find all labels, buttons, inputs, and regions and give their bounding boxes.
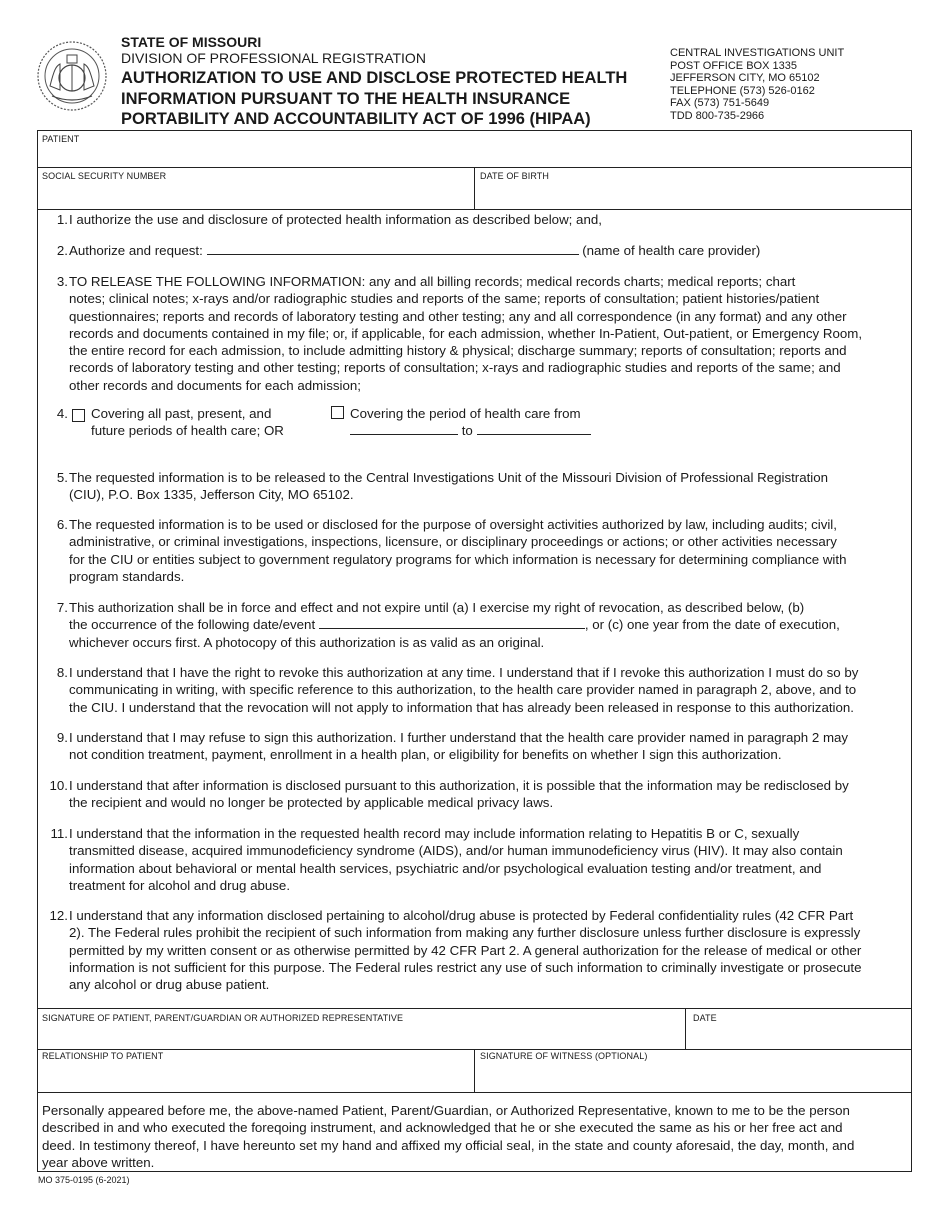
form-number: MO 375-0195 (6-2021)	[38, 1175, 130, 1185]
clause-line: permitted by my written consent or as otherwise permitted by 42 CFR Part 2. A general authorization for the release of medical or other	[69, 942, 862, 958]
period-to-label: to	[461, 423, 473, 439]
clause-10	[48, 777, 908, 812]
clause-line: 2). The Federal rules prohibit the recipient of such information from making any further disclosure unless further disclosure is expressly	[69, 925, 861, 941]
clause-3	[48, 273, 908, 394]
witness-label: SIGNATURE OF WITNESS (OPTIONAL)	[480, 1051, 648, 1061]
address-line: TDD 800-735-2966	[670, 109, 765, 122]
clause-6	[48, 516, 908, 585]
form-title	[121, 68, 666, 130]
clause-line: The requested information is to be released to the Central Investigations Unit of the Missouri Division of Professional Registration	[69, 470, 829, 485]
all-periods-checkbox[interactable]	[72, 409, 85, 422]
clause-line: I understand that the information in the requested health record may include information relating to Hepatitis B or C, sexually	[69, 826, 800, 841]
clause-line: information about behavioral or mental health services, psychiatric and/or psychological evaluation testing and/or treatment, and	[69, 860, 822, 876]
clause-number: 9.	[56, 730, 68, 745]
clause-number: 10.	[49, 778, 68, 793]
clause-5	[48, 469, 908, 504]
clause-line: administrative, or criminal investigations, inspections, licensure, or disciplinary proceedings or actions; or other activities necessary	[69, 534, 837, 550]
date-event-field[interactable]	[319, 616, 585, 629]
title-line: AUTHORIZATION TO USE AND DISCLOSE PROTECTED HEALTH	[121, 69, 628, 87]
clause-number: 1.	[56, 212, 68, 227]
ssn-field[interactable]	[37, 180, 474, 208]
relationship-field[interactable]	[37, 1064, 474, 1092]
clause-text: the occurrence of the following date/event	[69, 617, 316, 633]
address-line: TELEPHONE (573) 526-0162	[670, 84, 815, 97]
clause-line: the recipient and would no longer be protected by applicable medical privacy laws.	[69, 795, 554, 811]
clause-text: I authorize the use and disclosure of protected health information as described below; and,	[69, 212, 602, 227]
address-line: CENTRAL INVESTIGATIONS UNIT	[670, 47, 845, 59]
period-to-field[interactable]	[477, 422, 591, 435]
clause-line: not condition treatment, payment, enrollment in a health plan, or eligibility for benefits on whether I sign this authorization.	[69, 747, 782, 763]
period-from-field[interactable]	[350, 422, 458, 435]
division-name: DIVISION OF PROFESSIONAL REGISTRATION	[121, 50, 426, 66]
ssn-label: SOCIAL SECURITY NUMBER	[42, 171, 167, 181]
clause-line: information is not sufficient for this purpose. The Federal rules restrict any use of such information to criminally investigate or prosecute	[69, 959, 862, 975]
clause-line: the entire record for each admission, to include admitting history & physical; discharge summary; reports of consultation; reports and	[69, 343, 847, 359]
clause-line: The requested information is to be used or disclosed for the purpose of oversight activities authorized by law, including audits; civil,	[69, 517, 837, 532]
clause-line: transmitted disease, acquired immunodeficiency syndrome (AIDS), and/or human immunodeficiency virus (HIV). It may also contain	[69, 843, 843, 859]
witness-signature-field[interactable]	[475, 1064, 911, 1092]
clause-11	[48, 825, 908, 894]
clause-line: I understand that I have the right to revoke this authorization at any time. I understand that if I revoke this authorization I must do so by	[69, 665, 859, 680]
clause-text: , or (c) one year from the date of execution,	[584, 617, 840, 633]
clause-line: treatment for alcohol and drug abuse.	[69, 877, 291, 893]
option-line: Covering all past, present, and	[91, 406, 272, 421]
patient-field[interactable]	[37, 130, 912, 168]
state-name: STATE OF MISSOURI	[121, 34, 262, 50]
clause-line: for the CIU or entities subject to government regulatory programs for which information is necessary for determining compliance with	[69, 551, 847, 567]
title-line: INFORMATION PURSUANT TO THE HEALTH INSURANCE	[121, 89, 571, 108]
patient-label: PATIENT	[42, 134, 80, 144]
clause-line: TO RELEASE THE FOLLOWING INFORMATION: any and all billing records; medical records charts; medical reports; chart	[69, 274, 796, 289]
clause-line: (CIU), P.O. Box 1335, Jefferson City, MO 65102.	[69, 487, 354, 503]
clause-number: 12.	[49, 908, 68, 923]
notary-line: year above written.	[42, 1154, 155, 1170]
clause-text: Authorize and request:	[69, 243, 203, 258]
health-care-provider-field[interactable]	[207, 242, 579, 255]
signature-field[interactable]	[37, 1024, 684, 1049]
address-line: POST OFFICE BOX 1335	[670, 59, 797, 72]
address-line: FAX (573) 751-5649	[670, 97, 770, 110]
clause-line: other records and documents for each admission;	[69, 377, 361, 393]
clause-number: 4.	[56, 406, 68, 421]
clause-line: questionnaires; reports and records of laboratory testing and other testing; any and all correspondence (in any format) and any other	[69, 308, 847, 324]
clause-8	[48, 664, 908, 716]
clause-7	[48, 599, 908, 651]
clause-line: records and documents contained in my file; or, if applicable, for each admission, whether In-Patient, Out-patient, or Emergency Room,	[69, 325, 863, 341]
clause-number: 3.	[56, 274, 68, 289]
dob-field[interactable]	[475, 180, 911, 208]
clause-number: 7.	[56, 600, 68, 615]
clause-line: any alcohol or drug abuse patient.	[69, 977, 270, 993]
clause-number: 2.	[56, 243, 68, 258]
notary-line: Personally appeared before me, the above-named Patient, Parent/Guardian, or Authorized Representative, known to me to be the person	[42, 1103, 850, 1118]
option-line: future periods of health care; OR	[91, 423, 284, 439]
date-field[interactable]	[686, 1024, 911, 1049]
notary-statement	[42, 1102, 908, 1171]
notary-line: described in and who executed the foreqoing instrument, and acknowledged that he or she executed the same as his or her free act and	[42, 1120, 843, 1136]
clause-1	[48, 211, 908, 228]
clause-number: 6.	[56, 517, 68, 532]
all-periods-option	[91, 405, 284, 440]
clause-line: I understand that I may refuse to sign this authorization. I further understand that the health care provider named in paragraph 2 may	[69, 730, 849, 745]
option-line: Covering the period of health care from	[350, 406, 581, 421]
clause-text: (name of health care provider)	[582, 243, 761, 258]
clause-line: the CIU. I understand that the revocation will not apply to information that has already been released in response to this authorization.	[69, 699, 854, 715]
address-line: JEFFERSON CITY, MO 65102	[670, 72, 820, 85]
clause-line: I understand that after information is disclosed pursuant to this authorization, it is possible that the information may be redisclosed by	[69, 778, 849, 793]
contact-address	[670, 47, 844, 123]
title-line: PORTABILITY AND ACCOUNTABILITY ACT OF 1996 (HIPAA)	[121, 110, 591, 128]
relationship-label: RELATIONSHIP TO PATIENT	[42, 1051, 164, 1061]
clause-line: This authorization shall be in force and effect and not expire until (a) I exercise my right of revocation, as described below, (b)	[69, 600, 805, 615]
clause-line: communicating in writing, with specific reference to this authorization, to the health care provider named in paragraph 2, above, and to	[69, 682, 857, 698]
clause-number: 8.	[56, 665, 68, 680]
clause-9	[48, 729, 908, 764]
clause-line: records of laboratory testing and other testing; reports of consultation; x-rays and radiographic studies and reports of the same; and	[69, 360, 841, 376]
clause-line: notes; clinical notes; x-rays and/or radiographic studies and reports of the same; reports of consultation; patient histories/patient	[69, 291, 820, 307]
signature-label: SIGNATURE OF PATIENT, PARENT/GUARDIAN OR AUTHORIZED REPRESENTATIVE	[42, 1013, 404, 1023]
notary-line: deed. In testimony thereof, I have hereunto set my hand and affixed my official seal, in the state and county aforesaid, the day, month, and	[42, 1137, 855, 1153]
missouri-state-seal-icon	[36, 40, 108, 112]
dob-label: DATE OF BIRTH	[480, 171, 549, 181]
date-label: DATE	[693, 1013, 717, 1023]
clause-2	[48, 242, 908, 259]
clause-number: 11.	[50, 826, 68, 841]
clause-line: I understand that any information disclosed pertaining to alcohol/drug abuse is protected by Federal confidentiality rules (42 CFR Part	[69, 908, 854, 923]
period-checkbox[interactable]	[331, 406, 344, 419]
clause-number: 5.	[56, 470, 68, 485]
clause-line: whichever occurs first. A photocopy of this authorization is as valid as an original.	[69, 634, 545, 650]
period-option	[350, 405, 591, 440]
clause-line: program standards.	[69, 568, 185, 584]
clause-12	[48, 907, 908, 993]
